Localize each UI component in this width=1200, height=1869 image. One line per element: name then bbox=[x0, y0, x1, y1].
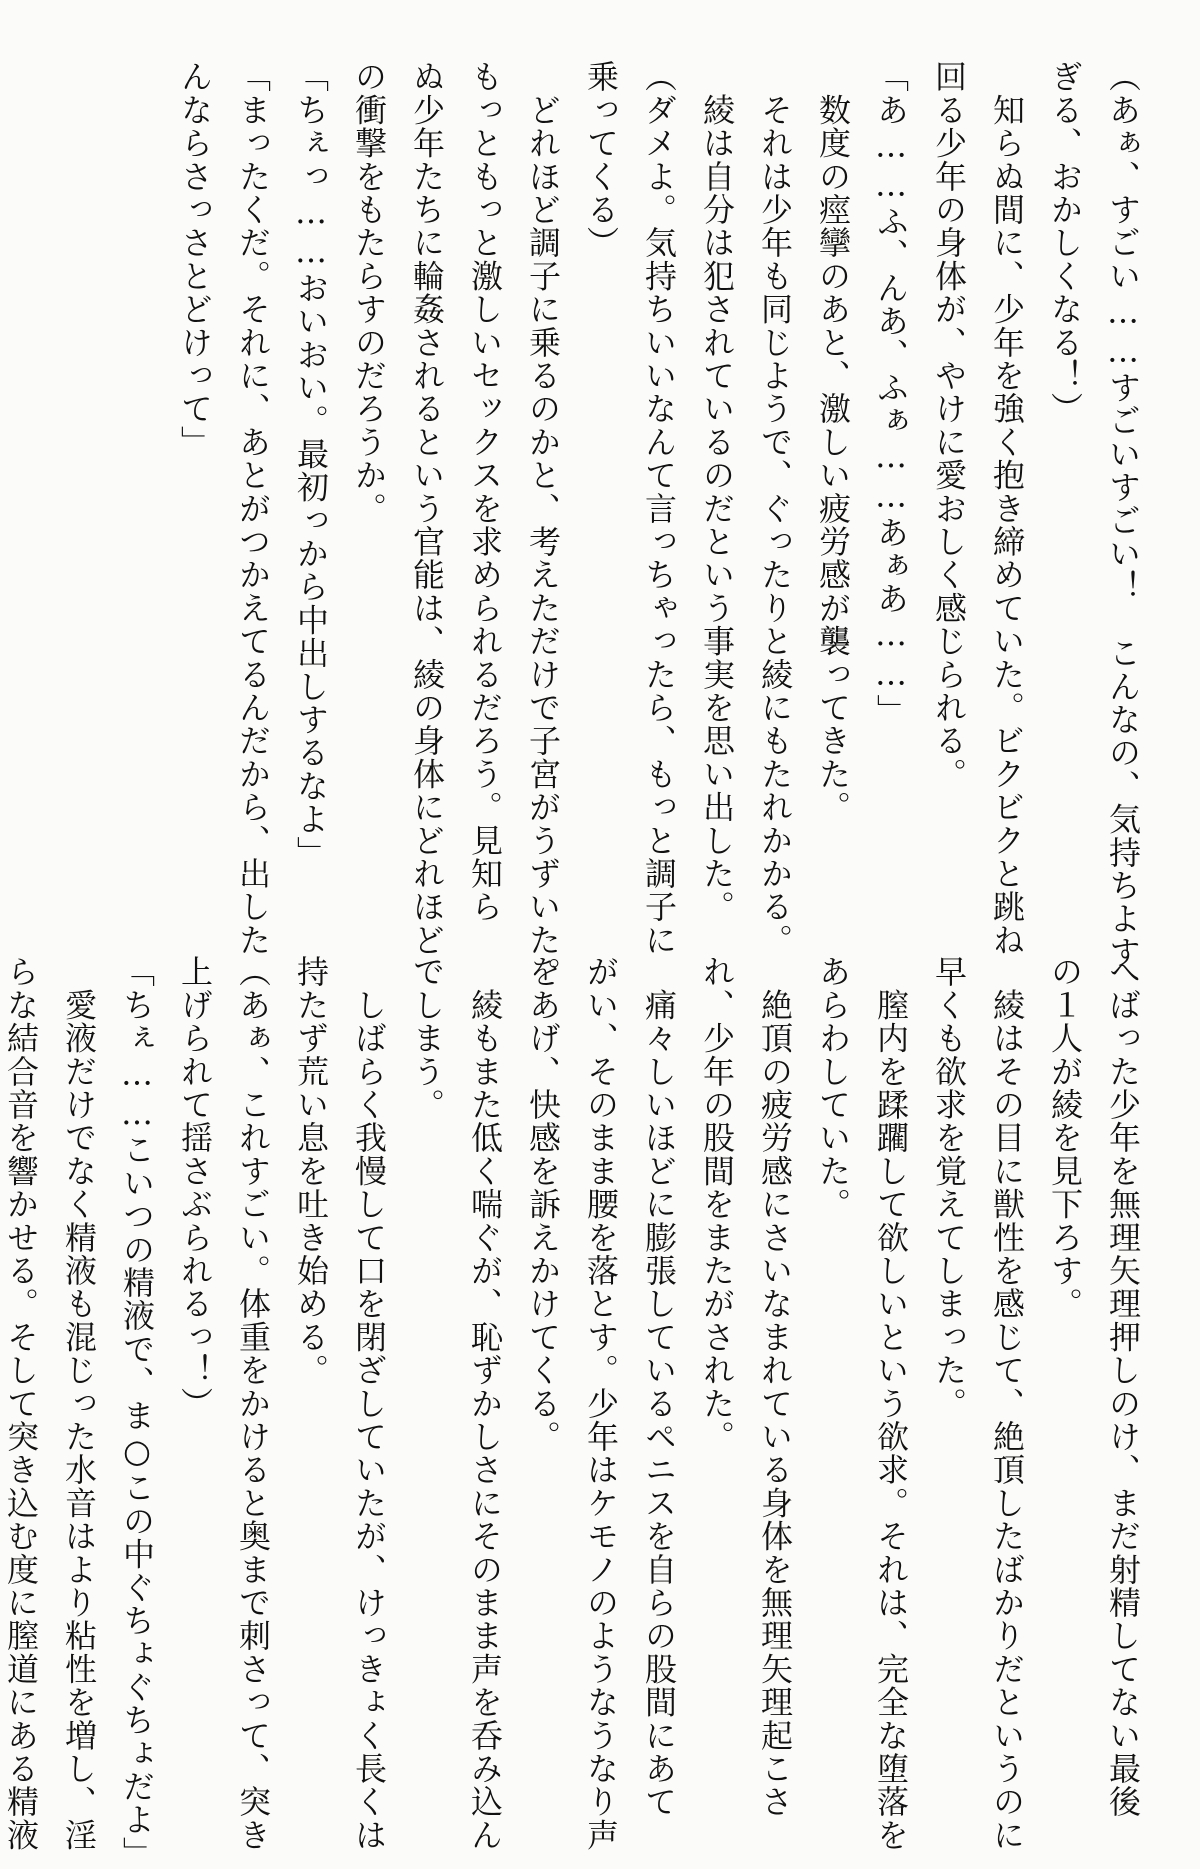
text-line: それは少年も同じようで、ぐったりと綾にもたれかかる。 bbox=[756, 60, 794, 957]
text-line: んならさっさとどけって」 bbox=[176, 60, 214, 459]
text-line: 綾はその目に獣性を感じて、絶頂したばかりだというのに bbox=[988, 955, 1026, 1852]
text-line: がい、そのまま腰を落とす。少年はケモノのようなうなり声 bbox=[582, 955, 620, 1852]
text-line: ぬ少年たちに輪姦されるという官能は、綾の身体にどれほど bbox=[408, 60, 446, 957]
text-line: をあげ、快感を訴えかけてくる。 bbox=[524, 955, 562, 1453]
text-line: 絶頂の疲労感にさいなまれている身体を無理矢理起こさ bbox=[756, 955, 794, 1819]
text-line: 「ちぇ……こいつの精液で、ま○この中ぐちょぐちょだよ」 bbox=[118, 955, 156, 1869]
top-text-block bbox=[166, 60, 1152, 990]
text-line: の１人が綾を見下ろす。 bbox=[1046, 955, 1084, 1321]
text-line: でしまう。 bbox=[408, 955, 446, 1121]
text-line: 膣内を蹂躙して欲しいという欲求。それは、完全な堕落を bbox=[872, 955, 910, 1852]
text-line: （あぁ、すごい……すごいすごい！ こんなの、気持ちよす bbox=[1104, 60, 1142, 969]
text-line: どれほど調子に乗るのかと、考えただけで子宮がうずいた。 bbox=[524, 60, 562, 990]
text-line: の衝撃をもたらすのだろうか。 bbox=[350, 60, 388, 525]
text-line: れ、少年の股間をまたがされた。 bbox=[698, 955, 736, 1453]
text-line: へばった少年を無理矢理押しのけ、まだ射精してない最後 bbox=[1104, 955, 1142, 1819]
text-line: 綾もまた低く喘ぐが、恥ずかしさにそのまま声を呑み込ん bbox=[466, 955, 504, 1852]
text-line: 回る少年の身体が、やけに愛おしく感じられる。 bbox=[930, 60, 968, 791]
text-line: （ダメよ。気持ちいいなんて言っちゃったら、もっと調子に bbox=[640, 60, 678, 957]
text-line: しばらく我慢して口を閉ざしていたが、けっきょく長くは bbox=[350, 955, 388, 1852]
text-line: （あぁ、これすごい。体重をかけると奥まで刺さって、突き bbox=[234, 955, 272, 1852]
text-line: 「あ……ふ、んあ、ふぁ……あぁあ……」 bbox=[872, 60, 910, 727]
text-line: ぎる、おかしくなる！） bbox=[1046, 60, 1084, 426]
text-line: 早くも欲求を覚えてしまった。 bbox=[930, 955, 968, 1420]
text-line: 乗ってくる） bbox=[582, 60, 620, 260]
text-line: 痛々しいほどに膨張しているペニスを自らの股間にあて bbox=[640, 955, 678, 1819]
text-line: 数度の痙攣のあと、激しい疲労感が襲ってきた。 bbox=[814, 60, 852, 824]
text-line: 知らぬ間に、少年を強く抱き締めていた。ビクビクと跳ね bbox=[988, 60, 1026, 957]
text-line: あらわしていた。 bbox=[814, 955, 852, 1221]
bottom-text-block bbox=[0, 955, 1152, 1869]
text-line: 「ちぇっ……おいおい。最初っから中出しするなよ」 bbox=[292, 60, 330, 869]
text-line: 持たず荒い息を吐き始める。 bbox=[292, 955, 330, 1387]
text-line: 愛液だけでなく精液も混じった水音はより粘性を増し、淫 bbox=[60, 955, 98, 1852]
text-line: もっともっと激しいセックスを求められるだろう。見知ら bbox=[466, 60, 504, 924]
text-line: らな結合音を響かせる。そして突き込む度に膣道にある精液 bbox=[2, 955, 40, 1852]
text-line: 綾は自分は犯されているのだという事実を思い出した。 bbox=[698, 60, 736, 924]
text-line: 上げられて揺さぶられるっ！） bbox=[176, 955, 214, 1420]
text-line: 「まったくだ。それに、あとがつかえてるんだから、出した bbox=[234, 60, 272, 957]
